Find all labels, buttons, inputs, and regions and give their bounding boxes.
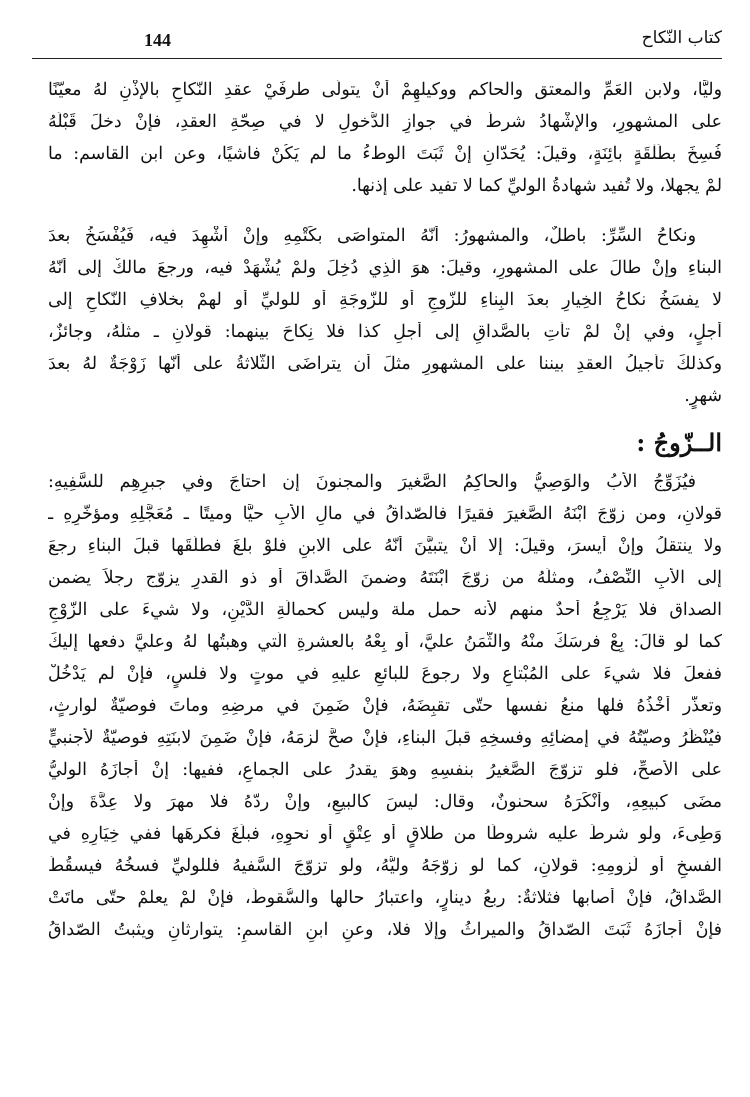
text-line: شهرٍ. — [684, 386, 722, 406]
text-line: وليًّا، ولابن العَمِّ والمعتق والحاكم ووكيلهِمْ أنْ يتولّى طرفَيْ عقدِ النّكاحِ بالإذْنِ لهُ معيّنًا — [48, 80, 722, 100]
text-line: وتعذّر أخْذُهُ فلها منعُ نفسها حتّى تقبِضَهُ، فإنْ ضَمِنَ في مرضِهِ وماتَ فوصيّةٌ لوارثٍ، — [48, 696, 722, 716]
text-line: لا يفسَخُ نكاحُ الخِيارِ بعدَ البِناءِ للزّوجِ أو للزّوجَةِ أو للوليِّ أو لهمْ بخلافِ النّكاحِ إلى — [48, 290, 722, 310]
paragraph-2 — [48, 226, 722, 418]
text-line: ولا ينتقلُ وإنْ أيسرَ، وقيلَ: إلا أنْ يتبيَّنَ أنّهُ على الابنِ فلوْ بلغَ فطلّقَها قبلَ البناءِ رجعَ — [48, 536, 722, 556]
paragraph-1 — [48, 80, 722, 208]
text-line: فُسِخَ بطَلْقَةٍ بائِنَةٍ، وقيلَ: يُحَدّانِ إنْ ثَبَتَ الوطءُ ما لم يَكُنْ فاشيًا، وعن ابن القاسم: ما — [48, 144, 722, 164]
text-line: البناءِ وإنْ طالَ على المشهورِ، وقيلَ: هوَ الّذِي دُخِلَ ولمْ يُشْهَدْ فيه، ورجعَ مالكٌ إلى أنّهُ — [48, 258, 722, 278]
text-line: ففعلَ فلا شيءَ على المُبْتاعِ ولا رجوعَ للبائعِ عليهِ في موتٍ ولا فلسٍ، فإنْ لم يَدْخُلْ — [48, 664, 722, 684]
text-line: لمْ يجهلا، ولا تُفيد شهادةُ الوليِّ كما لا تفيد على إذنها. — [351, 176, 722, 196]
text-line: وكذلكَ تأْجيلُ العقدِ بيننا على المشهورِ مثلَ أن يتراضَى الثّلاثةُ على أنّها زَوْجَةٌ لهُ بعدَ — [48, 354, 722, 374]
text-line: على الأصحِّ، فلو تزوّجَ الصَّغيرُ بنفسِهِ وهوَ يقدرُ على الجماعِ، ففيها: إنْ أجازَهُ الوليُّ — [48, 760, 722, 780]
text-line: ونكاحُ السِّرِّ: باطلٌ، والمشهورُ: أنّهُ المتواصَى بكَتْمِهِ وإنْ أُشْهِدَ فيه، فَيُفْسَخُ بعدَ — [48, 226, 696, 246]
text-line: الفسخِ أو لُزومِهِ: قولانِ، كما لو زوّجَهُ وليُّهُ، ولو تزوّجَ السَّفيهُ فللوليِّ فسخُهُ فيسقُطُ — [48, 856, 722, 876]
page-header — [32, 26, 722, 59]
text-line: قولانِ، ومن زوّجَ ابْنَهُ الصَّغيرَ فقيرًا فالصّداقُ في مالِ الأبِ حيًّا وميتًا ـ مُعَجَّلِهِ ومؤخّرِهِ ـ — [48, 504, 722, 524]
text-line: فيُزَوِّجُ الأبُ والوَصِيُّ والحاكِمُ الصَّغيرَ والمجنونَ إن احتاجَ وفي جبرِهِم للسَّفِيهِ: — [48, 472, 696, 492]
text-line: كما لو قالَ: بِعْ فرسَكَ منْهُ والثَّمَنُ عليَّ، أو بِعْهُ بالعشرةِ الّتي وهبتُها لهُ وعليَّ دفعها إليكَ — [48, 632, 722, 652]
section-heading: الــزّوجُ : — [636, 428, 722, 457]
text-line: مضَى كبيعِهِ، وأنْكَرَهُ سحنونٌ، وقال: ليسَ كالبيعِ، وإنْ ردّهُ فلا مهرَ ولا عِدَّةَ وإنْ — [48, 792, 722, 812]
paragraph-3 — [48, 472, 722, 952]
page-number: 144 — [144, 30, 171, 50]
text-line: فيُنْظَرُ وصيّتُهُ في إمضائِهِ وفسخِهِ قبلَ البناءِ، فإنْ صحَّ لزمَهُ، فإنْ ضَمِنَ لابنَتِهِ فوصيّةٌ لأجنبيٍّ — [48, 728, 722, 748]
text-line: الصَّداقُ، فإنْ أصابها فثلاثةٌ: ربعُ دينارٍ، واعتبارُ حالها والسُّقوطُ، فإنْ لمْ يعلمْ حتّى ماتَتْ — [48, 888, 722, 908]
text-line: الصداق فلا يَرْجِعُ أحدٌ منهم لأنه حمل ملة وليس كحمالَةِ الدَّيْنِ، ولا شيءَ على الزّوْجِ — [48, 600, 722, 620]
text-line: إلى الأبِ النِّصْفُ، ومثلُهُ من زوّجَ ابْنَتَهُ وضمنَ الصَّداقَ أو ذو القدرِ يزوّج رجلاً يضمن — [48, 568, 722, 588]
text-line: على المشهورِ، والإشْهادُ شرطٌ في جوازِ الدُّخولِ لا في صِحّةِ العقدِ، فإنْ دخلَ قَبْلَهُ — [48, 112, 722, 132]
page-body — [48, 80, 722, 952]
text-line: وَطِىءَ، ولو شرطَ عليه شروطًا من طلاقٍ أو عِتْقٍ أو نحوِهِ، فبلَغَ فكرهَها ففي خِيَارِهِ في — [48, 824, 722, 844]
running-title: كتاب النّكاح — [641, 28, 722, 48]
text-line: أجلٍ، وفي إنْ لمْ تأْتِ بالصَّداقِ إلى أجلِ كذا فلا نِكاحَ بينهما: قولانِ ـ مثلُهُ، وجائزٌ، — [48, 322, 722, 342]
text-line: فإنْ أجازَهُ ثَبَتَ الصّداقُ والميراثُ وإلّا فلا، وعنِ ابنِ القاسمِ: يتوارثانِ ويثبتُ الصّداقُ — [48, 920, 722, 940]
